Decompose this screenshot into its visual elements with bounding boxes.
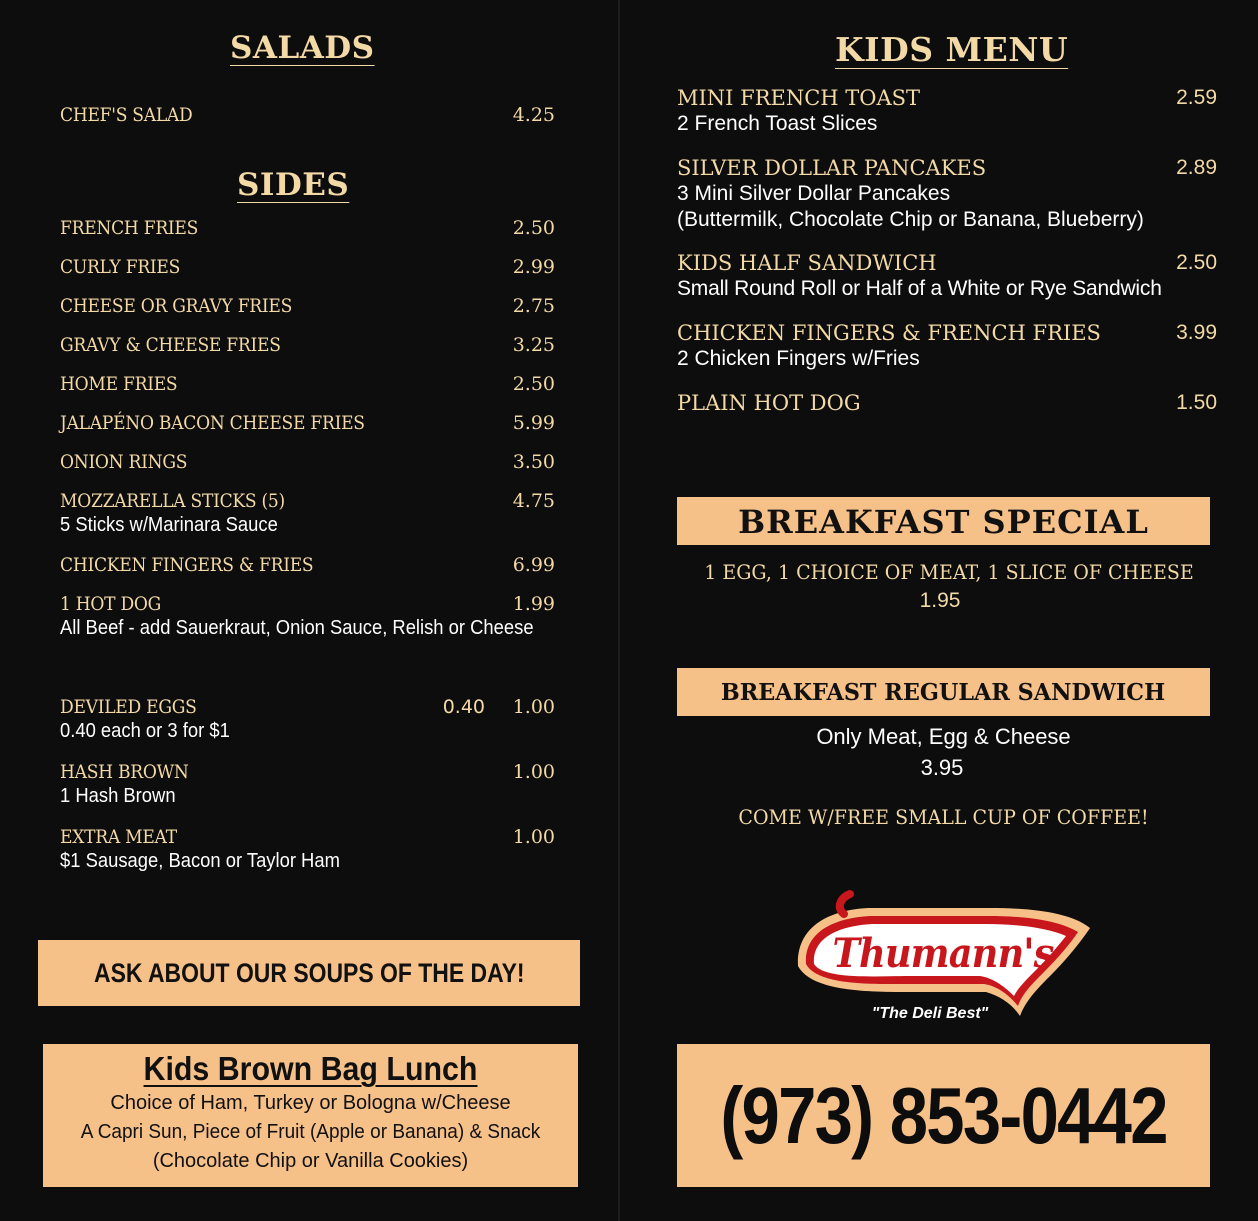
menu-item: [60, 696, 555, 743]
item-description: 5 Sticks w/Marinara Sauce: [60, 514, 278, 536]
breakfast-special-title: BREAKFAST SPECIAL: [738, 503, 1149, 541]
menu-item: [60, 295, 555, 317]
menu-item: [60, 256, 555, 278]
item-price: 2.99: [512, 256, 555, 278]
item-price: 3.99: [1176, 321, 1217, 344]
item-price: 1.00: [512, 826, 555, 848]
item-description: 2 French Toast Slices: [677, 112, 878, 135]
breakfast-regular-price: 3.95: [920, 755, 964, 780]
item-price: 4.25: [512, 104, 555, 126]
thumanns-logo: [790, 888, 1095, 1028]
item-name: MINI FRENCH TOAST: [677, 86, 921, 110]
item-description: $1 Sausage, Bacon or Taylor Ham: [60, 850, 340, 872]
item-price-each: 0.40: [442, 696, 485, 718]
kids-menu-title: KIDS MENU: [835, 30, 1069, 69]
menu-item: [60, 593, 555, 640]
breakfast-regular-desc: Only Meat, Egg & Cheese: [816, 724, 1071, 749]
item-price: 1.00: [512, 761, 555, 783]
item-description: 2 Chicken Fingers w/Fries: [677, 347, 920, 370]
item-name: JALAPÉNO BACON CHEESE FRIES: [60, 412, 365, 434]
item-name: GRAVY & CHEESE FRIES: [60, 334, 281, 356]
item-name: CHICKEN FINGERS & FRENCH FRIES: [677, 321, 1101, 345]
item-name: CURLY FRIES: [60, 256, 181, 278]
menu-item: [60, 412, 555, 434]
menu-item: [60, 104, 555, 126]
item-price: 6.99: [512, 554, 555, 576]
item-description: 1 Hash Brown: [60, 785, 176, 807]
item-name: KIDS HALF SANDWICH: [677, 251, 937, 275]
brown-bag-line: Choice of Ham, Turkey or Bologna w/Cheese: [110, 1092, 511, 1114]
item-price: 2.50: [512, 373, 555, 395]
item-name: PLAIN HOT DOG: [677, 391, 861, 415]
item-name: CHICKEN FINGERS & FRIES: [60, 554, 314, 576]
phone-number: (973) 853-0442: [720, 1071, 1167, 1160]
menu-item: [60, 217, 555, 239]
coffee-note: COME W/FREE SMALL CUP OF COFFEE!: [738, 805, 1149, 829]
brown-bag-title: Kids Brown Bag Lunch: [143, 1050, 478, 1087]
breakfast-regular-banner: [677, 668, 1210, 716]
item-name: CHEESE OR GRAVY FRIES: [60, 295, 293, 317]
salads-title: SALADS: [230, 30, 375, 66]
item-price: 1.00: [512, 696, 555, 718]
item-price: 1.50: [1176, 391, 1217, 414]
brown-bag-line: A Capri Sun, Piece of Fruit (Apple or Banana) & Snack: [80, 1121, 541, 1143]
item-price: 2.50: [512, 217, 555, 239]
brown-bag-line: (Chocolate Chip or Vanilla Cookies): [152, 1150, 469, 1172]
phone-box: [677, 1044, 1210, 1187]
item-name: ONION RINGS: [60, 451, 188, 473]
item-name: CHEF'S SALAD: [60, 104, 193, 126]
menu-item: [60, 334, 555, 356]
item-description: (Buttermilk, Chocolate Chip or Banana, Blueberry): [677, 208, 1144, 231]
fold-divider: [618, 0, 620, 1221]
item-name: MOZZARELLA STICKS (5): [60, 490, 285, 512]
menu-item: [60, 451, 555, 473]
menu-item: [677, 391, 1217, 415]
item-name: EXTRA MEAT: [60, 826, 177, 848]
breakfast-special-banner: [677, 497, 1210, 545]
menu-item: [60, 761, 555, 808]
item-name: HOME FRIES: [60, 373, 178, 395]
item-name: HASH BROWN: [60, 761, 189, 783]
sides-title: SIDES: [237, 167, 350, 203]
menu-item: [60, 554, 555, 576]
menu-item: [677, 156, 1217, 232]
menu-item: [60, 490, 555, 537]
item-price: 1.99: [512, 593, 555, 615]
breakfast-special-desc: 1 EGG, 1 CHOICE OF MEAT, 1 SLICE OF CHEESE: [704, 560, 1194, 584]
item-price: 4.75: [512, 490, 555, 512]
item-price: 3.25: [512, 334, 555, 356]
menu-item: [677, 251, 1217, 301]
item-price: 2.75: [512, 295, 555, 317]
item-price: 2.59: [1176, 86, 1217, 109]
item-name: 1 HOT DOG: [60, 593, 162, 615]
logo-brand-text: Thumann's: [832, 930, 1054, 977]
breakfast-regular-title: BREAKFAST REGULAR SANDWICH: [721, 679, 1166, 706]
brown-bag-box: [43, 1044, 578, 1187]
item-description: All Beef - add Sauerkraut, Onion Sauce, Relish or Cheese: [60, 617, 534, 639]
item-name: DEVILED EGGS: [60, 696, 197, 718]
menu-item: [677, 321, 1217, 371]
item-description: 0.40 each or 3 for $1: [60, 720, 230, 742]
item-name: SILVER DOLLAR PANCAKES: [677, 156, 987, 180]
item-description: 3 Mini Silver Dollar Pancakes: [677, 182, 951, 205]
logo-tagline: "The Deli Best": [871, 1005, 989, 1022]
menu-item: [60, 826, 555, 873]
item-price: 2.50: [1176, 251, 1217, 274]
menu-item: [60, 373, 555, 395]
item-name: FRENCH FRIES: [60, 217, 199, 239]
item-price: 3.50: [512, 451, 555, 473]
item-description: Small Round Roll or Half of a White or Rye Sandwich: [677, 277, 1162, 300]
menu-item: [677, 86, 1217, 136]
breakfast-special-price: 1.95: [919, 589, 961, 612]
soups-banner-text: ASK ABOUT OUR SOUPS OF THE DAY!: [93, 958, 525, 988]
soups-banner: [38, 940, 580, 1006]
item-price: 2.89: [1176, 156, 1217, 179]
item-price: 5.99: [512, 412, 555, 434]
